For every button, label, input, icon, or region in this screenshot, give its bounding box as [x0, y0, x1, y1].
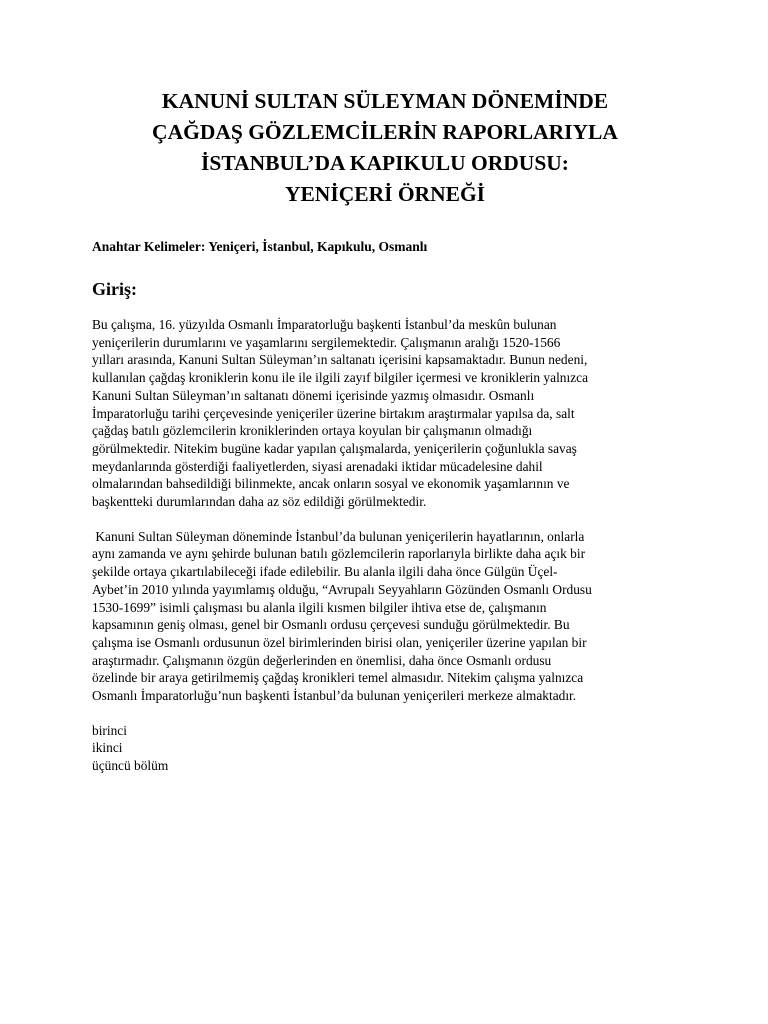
- paragraph-line: Osmanlı İmparatorluğu’nun başkenti İstanbul’da bulunan yeniçerileri merkeze almaktadır.: [92, 688, 577, 704]
- paragraph-line: başkentteki durumlarından daha az söz edildiği görülmektedir.: [92, 494, 427, 510]
- title-line: İSTANBUL’DA KAPIKULU ORDUSU:: [201, 151, 569, 175]
- paragraph-line: görülmektedir. Nitekim bugüne kadar yapılan çalışmalarda, yeniçerilerin çoğunlukla savaş: [92, 440, 577, 456]
- section-list: [92, 722, 678, 775]
- paragraph-line: olmalarından bahsedildiği bilinmekte, ancak onların sosyal ve ekonomik yaşamlarının ve: [92, 476, 570, 492]
- paragraph-line: meydanlarında gösterdiği faaliyetlerden, siyasi arenadaki iktidar mücadelesine dahil: [92, 458, 543, 474]
- list-item: üçüncü bölüm: [92, 758, 169, 774]
- paragraph-line: İmparatorluğu tarihi çerçevesinde yeniçeriler üzerine birtakım araştırmalar yapılsa da, salt: [92, 405, 575, 421]
- paragraph-line: yılları arasında, Kanuni Sultan Süleyman’ın saltanatı içerisini kapsamaktadır. Bunun nedeni,: [92, 352, 588, 368]
- paragraph-line: 1530-1699” isimli çalışması bu alanla ilgili kısmen bilgiler ihtiva etse de, çalışmanın: [92, 599, 547, 615]
- paragraph-line: yeniçerilerin durumlarını ve yaşamlarını sergilemektedir. Çalışmanın aralığı 1520-1566: [92, 334, 561, 350]
- title-line: KANUNİ SULTAN SÜLEYMAN DÖNEMİNDE: [161, 89, 609, 113]
- title-line: YENİÇERİ ÖRNEĞİ: [284, 182, 486, 206]
- paragraph-line: Aybet’in 2010 yılında yayımlamış olduğu, “Avrupalı Seyyahların Gözünden Osmanlı Ordusu: [92, 581, 592, 597]
- paragraph-line: araştırmadır. Çalışmanın özgün değerlerinden en önemlisi, daha önce Osmanlı ordusu: [92, 652, 552, 668]
- list-item: birinci: [92, 722, 127, 738]
- list-item: ikinci: [92, 740, 123, 756]
- paragraph-1: [92, 316, 678, 511]
- title-line: ÇAĞDAŞ GÖZLEMCİLERİN RAPORLARIYLA: [152, 120, 618, 144]
- document-title: [72, 86, 698, 210]
- paragraph-line: çalışma ise Osmanlı ordusunun özel birimlerinden birisi olan, yeniçeriler üzerine yapılan bir: [92, 634, 587, 650]
- paragraph-line: kullanılan çağdaş kroniklerin konu ile ile ilgili zayıf bilgiler içermesi ve kroniklerin yalnızca: [92, 370, 589, 386]
- paragraph-line: şekilde ortaya çıkartılabileceği ifade edilebilir. Bu alanla ilgili daha önce Gülgün Üçel-: [92, 564, 558, 580]
- keywords-line: Anahtar Kelimeler: Yeniçeri, İstanbul, Kapıkulu, Osmanlı: [92, 239, 428, 254]
- paragraph-line: Kanuni Sultan Süleyman döneminde İstanbul’da bulunan yeniçerilerin hayatlarının, onlarla: [92, 528, 585, 544]
- paragraph-line: özelinde bir araya getirilmemiş çağdaş kronikleri temel almasıdır. Nitekim çalışma yalnızca: [92, 670, 584, 686]
- paragraph-line: kapsamının geniş olması, genel bir Osmanlı ordusu çerçevesi sunduğu görülmektedir. Bu: [92, 617, 570, 633]
- paragraph-line: Bu çalışma, 16. yüzyılda Osmanlı İmparatorluğu başkenti İstanbul’da meskûn bulunan: [92, 317, 557, 332]
- section-heading: Giriş:: [92, 279, 137, 299]
- paragraph-line: aynı zamanda ve aynı şehirde bulunan batılı gözlemcilerin raporlarıyla birlikte daha açık bir: [92, 546, 586, 562]
- document-page: [92, 86, 678, 775]
- paragraph-line: Kanuni Sultan Süleyman’ın saltanatı dönemi içerisinde yazmış olmasıdır. Osmanlı: [92, 387, 535, 403]
- paragraph-line: çağdaş batılı gözlemcilerin kroniklerinden ortaya koyulan bir çalışmanın olmadığı: [92, 423, 533, 439]
- paragraph-2: [92, 528, 678, 705]
